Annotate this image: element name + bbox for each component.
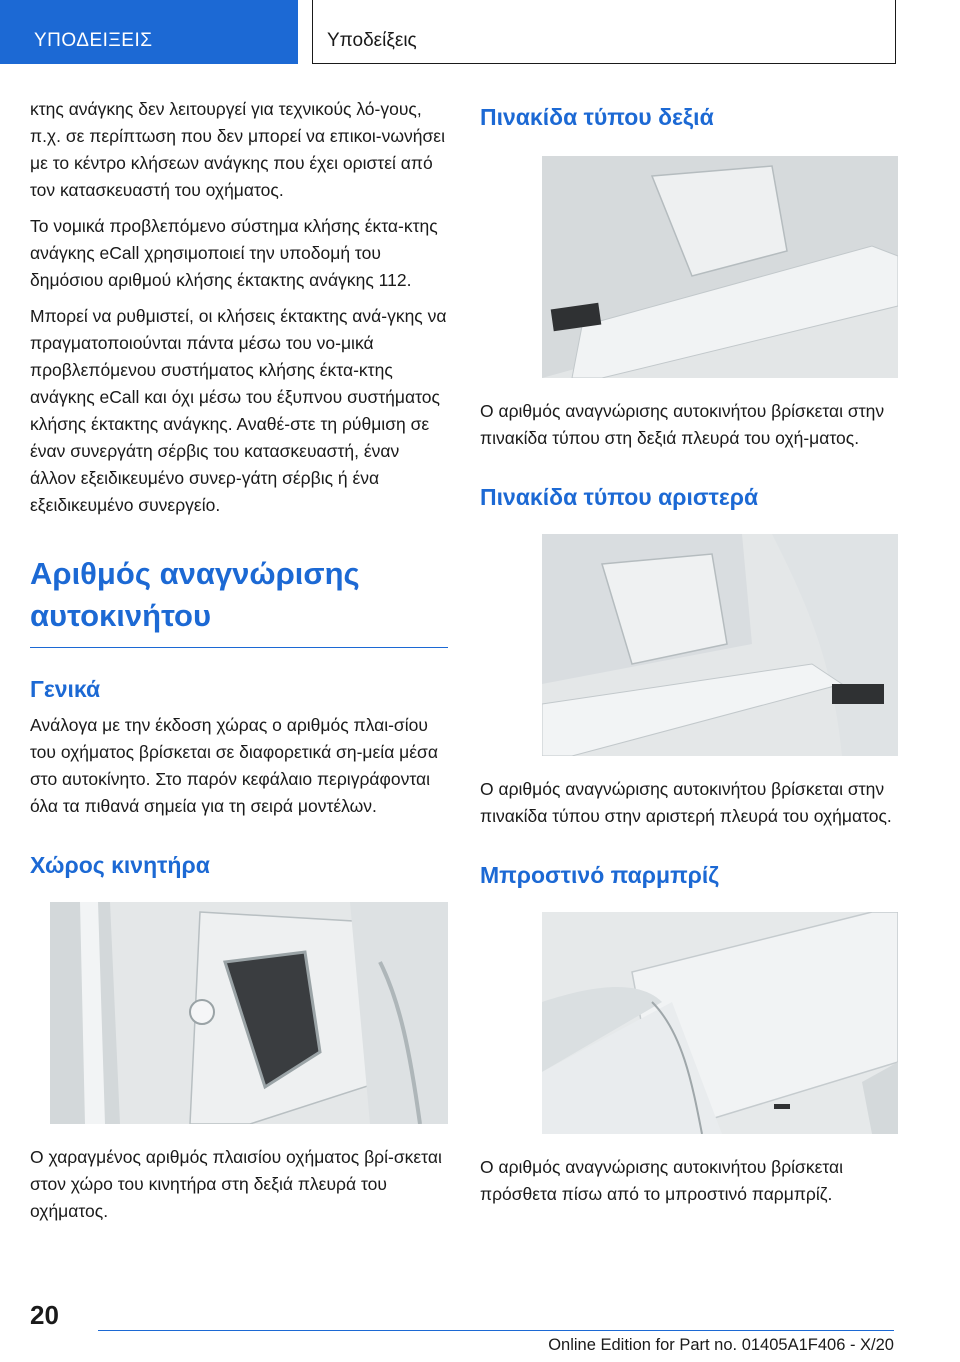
page-header-title: Υποδείξεις bbox=[312, 0, 896, 64]
plate-left-heading: Πινακίδα τύπου αριστερά bbox=[480, 484, 759, 510]
body-paragraph: Μπορεί να ρυθμιστεί, οι κλήσεις έκτακτης ανά-γκης να πραγματοποιούνται πάντα μέσω του νο-μικά προβλεπόμενου συστήματος κλήσης έκτα-κτης ανάγκης eCall και όχι μέσω του έξυπνου συστήματος κλήσης έκτακτης ανάγκης. Αναθέ-στε τη ρύθμιση σε έναν συνεργάτη σέρβις του κατασκευαστή, έναν άλλον εξειδικευμένο συνερ-γάτη σέρβις ή ένα εξειδικευμένο συνεργείο. bbox=[30, 306, 447, 515]
plate-left-caption: Ο αριθμός αναγνώρισης αυτοκινήτου βρίσκεται στην πινακίδα τύπου στην αριστερή πλευρά του οχήματος. bbox=[480, 779, 892, 826]
plate-right-heading: Πινακίδα τύπου δεξιά bbox=[480, 104, 714, 130]
windshield-caption: Ο αριθμός αναγνώρισης αυτοκινήτου βρίσκεται πρόσθετα πίσω από το μπροστινό παρμπρίζ. bbox=[480, 1157, 844, 1204]
general-heading: Γενικά bbox=[30, 676, 101, 702]
plate-left-illustration bbox=[542, 534, 898, 756]
edition-text: Online Edition for Part no. 01405A1F406 - X/20 bbox=[548, 1336, 894, 1354]
left-column bbox=[30, 96, 448, 1234]
body-paragraph: Το νομικά προβλεπόμενο σύστημα κλήσης έκτα-κτης ανάγκης eCall χρησιμοποιεί την υποδομή του δημόσιου αριθμού κλήσης έκτακτης ανάγκης 112. bbox=[30, 216, 438, 290]
windshield-heading: Μπροστινό παρμπρίζ bbox=[480, 862, 719, 888]
body-paragraph: κτης ανάγκης δεν λειτουργεί για τεχνικούς λό-γους, π.χ. σε περίπτωση που δεν μπορεί να επικοι-νωνήσει με το κέντρο κλήσεων ανάγκης που έχει οριστεί από τον κατασκευαστή του οχήματος. bbox=[30, 99, 445, 200]
section-tab: ΥΠΟΔΕΙΞΕΙΣ bbox=[0, 0, 298, 64]
engine-bay-illustration bbox=[50, 902, 448, 1124]
right-column bbox=[480, 96, 898, 1217]
plate-right-caption: Ο αριθμός αναγνώρισης αυτοκινήτου βρίσκεται στην πινακίδα τύπου στη δεξιά πλευρά του οχή-ματος. bbox=[480, 401, 885, 448]
footer-divider bbox=[98, 1330, 894, 1331]
general-paragraph: Ανάλογα με την έκδοση χώρας ο αριθμός πλαι-σίου του οχήματος βρίσκεται σε διαφορετικά ση-μεία μέσα στο αυτοκίνητο. Στο παρόν κεφάλαιο περιγράφονται όλα τα πιθανά σημεία για τη σειρά μοντέλων. bbox=[30, 715, 438, 816]
section-title: Αριθμός αναγνώρισης αυτοκινήτου bbox=[30, 553, 448, 648]
engine-bay-heading: Χώρος κινητήρα bbox=[30, 852, 210, 878]
engine-bay-caption: Ο χαραγμένος αριθμός πλαισίου οχήματος βρί-σκεται στον χώρο του κινητήρα στη δεξιά πλευρά του οχήματος. bbox=[30, 1147, 442, 1221]
page-number: 20 bbox=[30, 1300, 59, 1330]
plate-right-illustration bbox=[542, 156, 898, 378]
windshield-illustration bbox=[542, 912, 898, 1134]
